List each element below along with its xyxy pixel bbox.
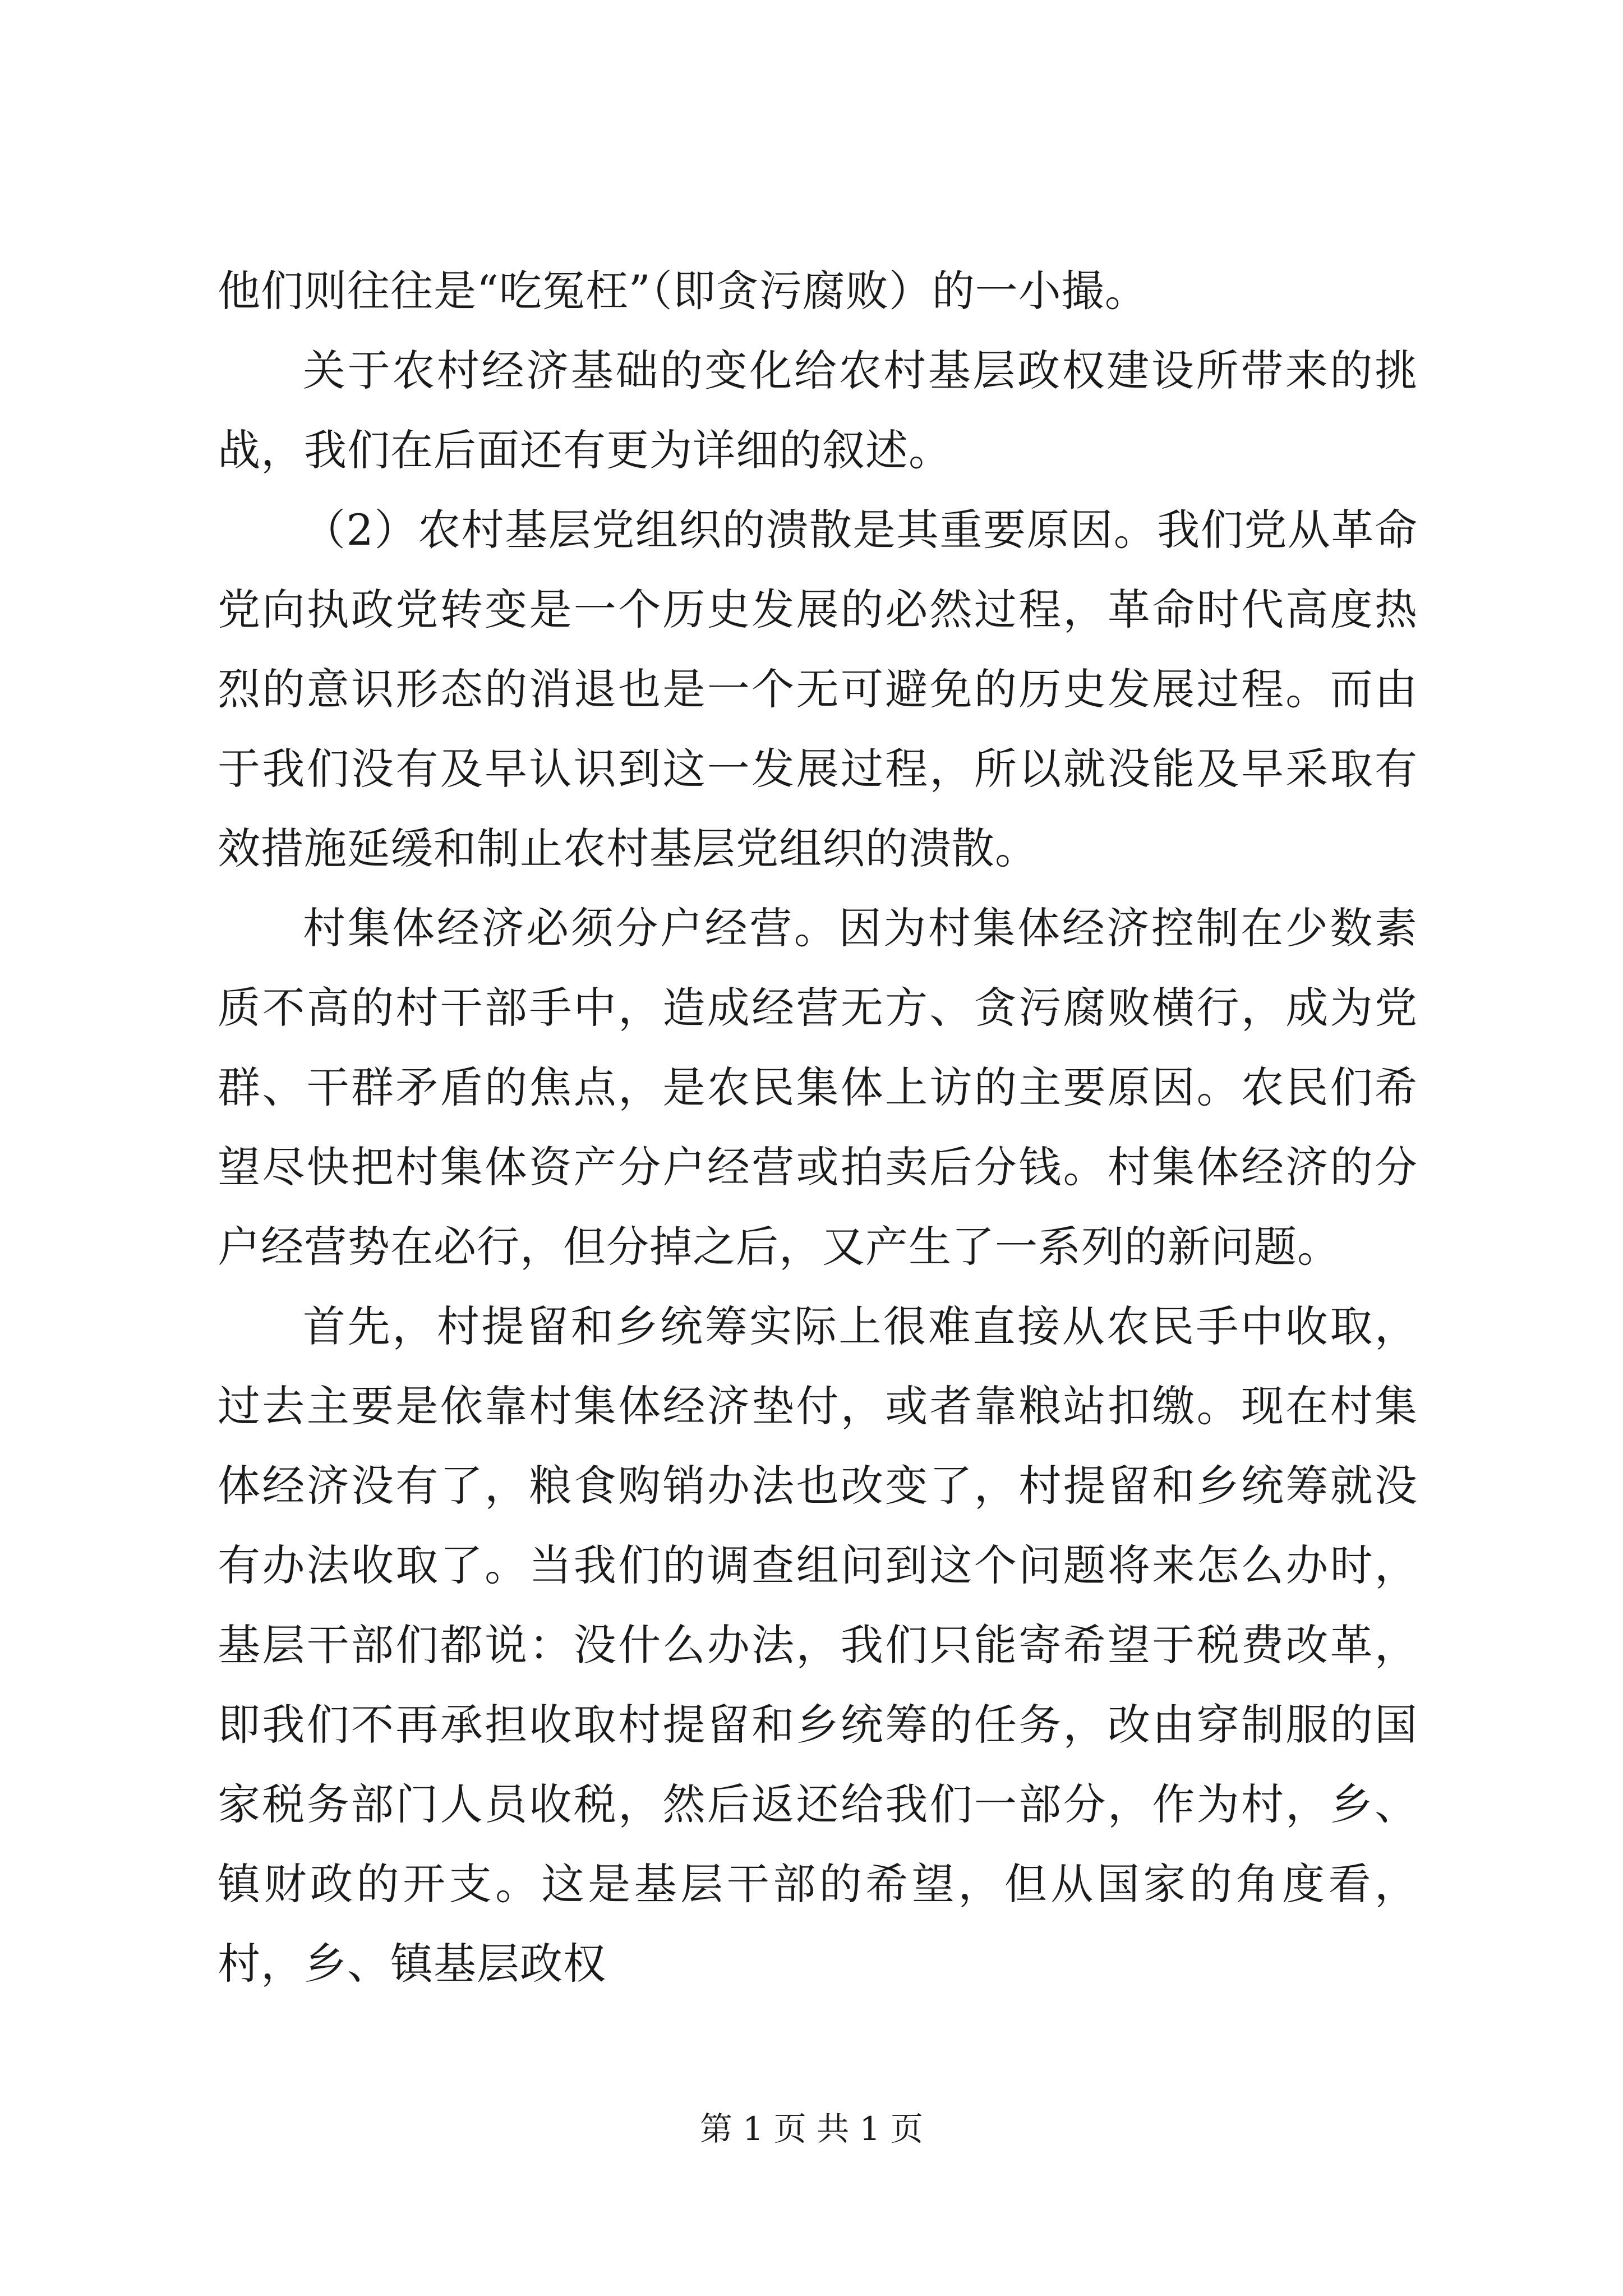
page-footer: 第 1 页 共 1 页 [700,2110,923,2148]
paragraph-economic-base: 关于农村经济基础的变化给农村基层政权建设所带来的挑战，我们在后面还有更为详细的叙述。 [218,346,1418,475]
paragraph-collective-economy: 村集体经济必须分户经营。因为村集体经济控制在少数素质不高的村干部手中，造成经营无方、贪污腐败横行，成为党群、干群矛盾的焦点，是农民集体上访的主要原因。农民们希望尽快把村集体资产分户经营或拍卖后分钱。村集体经济的分户经营势在必行，但分掉之后，又产生了一系列的新问题。 [218,903,1418,1272]
document-body [218,251,1418,2004]
paragraph-continuation: 他们则往往是“吃冤枉”（即贪污腐败）的一小撮。 [218,266,1148,316]
paragraph-first-problem: 首先，村提留和乡统筹实际上很难直接从农民手中收取，过去主要是依靠村集体经济垫付，或者靠粮站扣缴。现在村集体经济没有了，粮食购销办法也改变了，村提留和乡统筹就没有办法收取了。当我们的调查组问到这个问题将来怎么办时，基层干部们都说：没什么办法，我们只能寄希望于税费改革，即我们不再承担收取村提留和乡统筹的任务，改由穿制服的国家税务部门人员收税，然后返还给我们一部分，作为村，乡、镇财政的开支。这是基层干部的希望，但从国家的角度看，村，乡、镇基层政权 [218,1301,1418,1989]
paragraph-party-organization: （2）农村基层党组织的溃散是其重要原因。我们党从革命党向执政党转变是一个历史发展的必然过程，革命时代高度热烈的意识形态的消退也是一个无可避免的历史发展过程。而由于我们没有及早认识到这一发展过程，所以就没能及早采取有效措施延缓和制止农村基层党组织的溃散。 [218,505,1418,873]
